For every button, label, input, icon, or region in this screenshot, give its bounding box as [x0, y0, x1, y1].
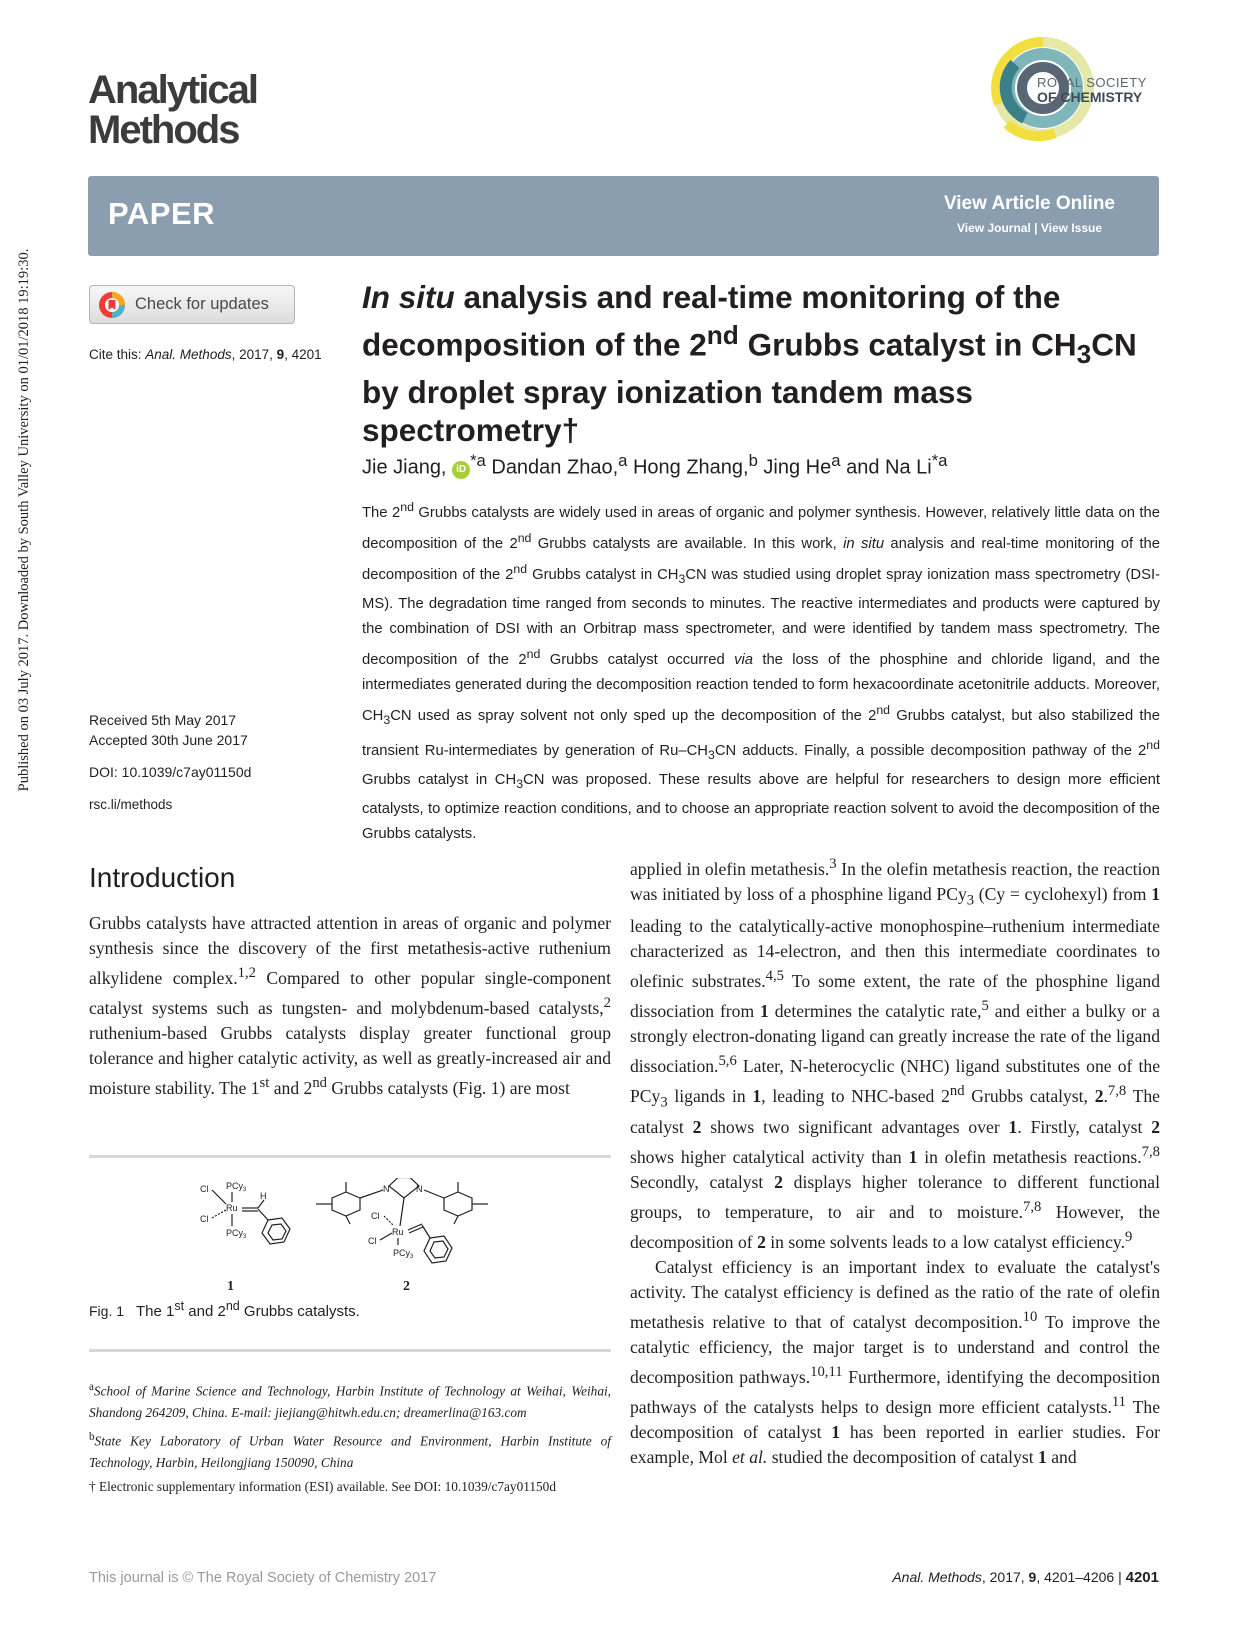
para-text: leading to the catalytically-active monophospine–ruthenium intermediate characterized as 14-electron, and then this intermediate coordinates to olefinic substrates.: [630, 915, 1160, 991]
footnote-text: State Key Laboratory of Urban Water Resource and Environment, Harbin Institute of Technology, Harbin, Heilongjiang 150090, China: [89, 1433, 611, 1470]
author-name: Jing He: [757, 456, 832, 479]
publisher-name: [1037, 76, 1147, 104]
journal-link[interactable]: rsc.li/methods: [89, 797, 173, 812]
banner-link-separator: |: [1034, 221, 1038, 235]
author-list: [362, 451, 947, 480]
received-date: Received 5th May 2017: [89, 712, 237, 728]
abstract-text: Grubbs catalysts are available. In this work,: [531, 535, 844, 552]
para-sup: nd: [312, 1075, 327, 1092]
compound-ref: 1: [1008, 1117, 1018, 1138]
abstract-sup: nd: [517, 531, 532, 546]
author-name: Jie Jiang,: [362, 456, 447, 479]
abstract-sup: nd: [526, 647, 541, 662]
ruthenium-label: Ru: [226, 1203, 238, 1213]
para-text: studied the decomposition of catalyst: [767, 1447, 1039, 1468]
check-for-updates-button[interactable]: [89, 285, 295, 324]
structure-number-1: 1: [227, 1279, 234, 1294]
abstract-sub: 3: [678, 571, 686, 586]
para-text: ligands in: [667, 1085, 753, 1106]
publisher-line1: ROYAL SOCIETY: [1037, 75, 1147, 90]
compound-ref: 1: [831, 1422, 841, 1443]
para-sup: nd: [949, 1082, 965, 1099]
crossmark-icon: [98, 291, 126, 319]
para-text: shows two significant advantages over: [701, 1117, 1009, 1138]
article-title: [362, 278, 1162, 449]
citation-ref: 7,8: [1107, 1082, 1127, 1099]
journal-title-line2: Methods: [88, 108, 239, 152]
orcid-icon[interactable]: iD: [452, 461, 470, 479]
para-text: Secondly, catalyst: [630, 1172, 775, 1193]
citation-ref: 5,6: [718, 1052, 737, 1069]
abstract-text: CN adducts. Finally, a possible decomposition pathway of the 2: [714, 743, 1147, 760]
footnote-mark: b: [89, 1430, 95, 1443]
footnotes: [89, 1377, 611, 1498]
compound-ref: 2: [757, 1232, 766, 1253]
citation: [89, 347, 322, 362]
check-for-updates-label: Check for updates: [135, 295, 269, 313]
article-type: PAPER: [108, 196, 216, 231]
para-text: in olefin metathesis reactions.: [917, 1147, 1142, 1168]
abstract-sup: nd: [1146, 738, 1160, 753]
author-affiliation: a: [831, 451, 841, 470]
para-text: .: [1103, 1085, 1108, 1106]
abstract-sub: 3: [383, 713, 391, 728]
para-sub: 3: [660, 1094, 668, 1111]
title-part: In situ: [362, 279, 455, 315]
footer-citation: [892, 1569, 1159, 1586]
citation-ref: 1,2: [237, 965, 256, 982]
citation-ref: 7,8: [1141, 1144, 1160, 1161]
citation-ref: 9: [1124, 1229, 1133, 1246]
figure-label: Fig. 1: [89, 1303, 125, 1319]
caption-text: Grubbs catalysts.: [239, 1303, 360, 1320]
cite-year: , 2017,: [231, 347, 277, 362]
compound-ref: 1: [1151, 883, 1160, 904]
footer-volume: 9: [1028, 1569, 1037, 1585]
abstract-sub: 3: [707, 748, 715, 763]
compound-ref: 2: [692, 1117, 702, 1138]
nitrogen-label: N: [383, 1184, 390, 1194]
chlorine-label: Cl: [371, 1211, 380, 1221]
footer-copyright: This journal is © The Royal Society of Chemistry 2017: [89, 1570, 437, 1586]
title-sub: 3: [1076, 338, 1092, 369]
citation-ref: 10,11: [810, 1364, 843, 1381]
author-affiliation: *a: [470, 451, 486, 470]
abstract-text: CN used as spray solvent not only sped up the decomposition of the 2: [390, 708, 877, 725]
para-text: Grubbs catalysts (Fig. 1) are most: [326, 1078, 570, 1099]
footnote-a: [89, 1377, 611, 1424]
abstract-text: the loss of the phosphine and chloride ligand, and the intermediates generated during the decomposition reaction tended to form hexacoordinate acetonitrile adducts. Moreover, CH: [362, 652, 1161, 725]
compound-ref: 2: [1094, 1085, 1104, 1106]
footer-year: , 2017,: [981, 1569, 1029, 1585]
publisher-line2: OF CHEMISTRY: [1037, 89, 1143, 105]
para-text: (Cy = cyclohexyl) from: [974, 883, 1152, 904]
footnote-text: School of Marine Science and Technology, Harbin Institute of Technology at Weihai, Weihai, Shandong 264209, China. E-mail: jiejiang@hitwh.edu.cn; dreamerlina@163.com: [89, 1383, 611, 1421]
cite-page: , 4201: [284, 347, 322, 362]
title-part: analysis and real-time monitoring of the decomposition of the 2: [362, 279, 1061, 363]
title-part: CN by droplet spray ionization tandem mass spectrometry†: [362, 326, 1137, 448]
page-number: 4201: [1125, 1569, 1159, 1586]
para-text: has been reported in earlier studies. For example, Mol: [630, 1422, 1161, 1468]
introduction-heading: Introduction: [89, 862, 236, 893]
abstract-sup: nd: [400, 500, 414, 514]
para-text: Grubbs catalysts have attracted attention in areas of organic and polymer synthesis since the discovery of the first metathesis-active ruthenium alkylidene complex.: [89, 913, 611, 989]
para-text: . Firstly, catalyst: [1017, 1117, 1152, 1138]
para-text: applied in olefin metathesis.: [630, 858, 830, 879]
intro-paragraph: [630, 1255, 1160, 1470]
grubbs-catalyst-structures: [190, 1178, 520, 1298]
title-part: Grubbs catalyst in CH: [738, 326, 1077, 363]
abstract-sup: nd: [513, 562, 528, 577]
para-sup: st: [259, 1075, 270, 1092]
journal-title: [88, 70, 257, 150]
para-text: However, the decomposition of: [630, 1202, 1160, 1253]
publication-side-note: [12, 40, 38, 1000]
para-sub: 3: [966, 892, 975, 909]
author-name: Dandan Zhao,: [485, 456, 619, 479]
citation-ref: 11: [1111, 1394, 1127, 1411]
para-text: shows higher catalytical activity than: [630, 1147, 909, 1168]
pcy3-label: PCy$_3$: [393, 1248, 414, 1260]
intro-right-column: [630, 852, 1160, 1471]
chlorine-label: Cl: [200, 1184, 209, 1194]
compound-ref: 1: [908, 1147, 918, 1168]
para-text: In the olefin metathesis reaction, the reaction was initiated by loss of a phosphine ligand PCy: [630, 858, 1160, 904]
citation-ref: 4,5: [765, 967, 784, 984]
para-italic: et al.: [732, 1447, 768, 1468]
abstract-text: Grubbs catalyst in CH: [362, 772, 517, 789]
hydrogen-label: H: [260, 1191, 267, 1201]
view-journal-link[interactable]: View Journal: [956, 221, 1031, 235]
para-text: Compared to other popular single-component catalyst systems such as tungsten- and molybdenum-based catalysts,: [89, 968, 611, 1018]
banner-links: [957, 221, 1102, 235]
para-text: in some solvents leads to a low catalyst efficiency.: [765, 1232, 1125, 1253]
para-text: ruthenium-based Grubbs catalysts display greater functional group tolerance and higher catalytic activity, as well as greatly-increased air and moisture stability. The 1: [89, 1023, 611, 1099]
intro-paragraph: [89, 911, 611, 1101]
view-article-online-link[interactable]: View Article Online: [943, 193, 1115, 214]
compound-ref: 1: [752, 1085, 762, 1106]
footer-pages: , 4201–4206: [1036, 1569, 1115, 1585]
accepted-date: Accepted 30th June 2017: [89, 732, 248, 748]
author-name: and Na Li: [840, 456, 932, 479]
figure-top-rule: [89, 1155, 611, 1158]
abstract-text: Grubbs catalysts are widely used in areas of organic and polymer synthesis. However, relatively little data on the decomposition of the 2: [362, 504, 1161, 552]
para-text: Furthermore, identifying the decomposition pathways of the catalysts helps to design more efficient catalysts.: [630, 1367, 1160, 1418]
title-sup: nd: [706, 320, 739, 350]
author-affiliation: a: [618, 451, 628, 470]
intro-paragraph: [630, 852, 1160, 1255]
pcy3-label: PCy$_3$: [226, 1228, 247, 1240]
citation-ref: 7,8: [1023, 1199, 1042, 1216]
para-text: Catalyst efficiency is an important index to evaluate the catalyst's activity. The catalyst efficiency is defined as the ratio of the rate of olefin metathesis relative to that of catalyst decomposition.: [630, 1257, 1160, 1333]
para-text: Later, N-heterocyclic (NHC) ligand substitutes one of the PCy: [630, 1055, 1160, 1106]
intro-left-column: [89, 911, 611, 1101]
compound-ref: 1: [1038, 1447, 1047, 1468]
para-text: To improve the catalytic efficiency, the major target is to understand and control the decomposition pathways.: [630, 1312, 1161, 1388]
abstract-text: CN was studied using droplet spray ionization mass spectrometry (DSI-MS). The degradation time ranged from seconds to minutes. The reactive intermediates and products were captured by the combination of DSI with an Orbitrap mass spectrometer, and were identified by tandem mass spectrometry. The decomposition of the 2: [362, 566, 1160, 669]
para-text: The decomposition of catalyst: [630, 1397, 1160, 1443]
abstract-text: CN was proposed. These results above are helpful for researchers to design more efficient catalysts, to optimize reaction conditions, and to choose an appropriate reaction solvent to avoid the decomposition of the Grubbs catalysts.: [362, 772, 1160, 843]
abstract-sub: 3: [516, 777, 524, 792]
footer-journal: Anal. Methods: [892, 1569, 982, 1585]
caption-text: The 1: [136, 1303, 175, 1320]
para-text: determines the catalytic rate,: [768, 1000, 982, 1021]
para-text: displays higher tolerance to different functional groups, to temperature, to air and to moisture.: [630, 1172, 1161, 1223]
ruthenium-label: Ru: [392, 1227, 404, 1237]
abstract-text: Grubbs catalyst in CH: [527, 566, 679, 583]
footnote-esi: † Electronic supplementary information (ESI) available. See DOI: 10.1039/c7ay01150d: [89, 1479, 556, 1495]
journal-title-line1: Analytical: [88, 68, 257, 112]
chlorine-label: Cl: [368, 1236, 377, 1246]
para-text: and: [1046, 1447, 1077, 1468]
caption-sup: st: [174, 1299, 185, 1313]
chlorine-label: Cl: [200, 1214, 209, 1224]
abstract-text: analysis and real-time monitoring of the decomposition of the 2: [362, 535, 1160, 583]
abstract-italic: in situ: [843, 535, 885, 552]
citation-ref: 10: [1022, 1309, 1038, 1326]
citation-ref: 3: [829, 856, 837, 872]
footnote-mark: a: [89, 1381, 94, 1393]
structure-number-2: 2: [403, 1279, 410, 1294]
author-name: Hong Zhang,: [627, 456, 749, 479]
abstract-text: The 2: [362, 504, 401, 521]
citation-ref: 2: [603, 995, 611, 1012]
para-text: and either a bulky or a strongly electron-donating ligand can greatly increase the rate of the ligand dissociation.: [630, 1000, 1160, 1076]
para-text: , leading to NHC-based 2: [761, 1085, 950, 1106]
caption-sup: nd: [225, 1299, 240, 1313]
caption-text: and 2: [184, 1303, 226, 1320]
doi: DOI: 10.1039/c7ay01150d: [89, 764, 252, 780]
figure-caption: [89, 1299, 360, 1320]
pcy3-label: PCy$_3$: [226, 1181, 247, 1193]
para-text: To some extent, the rate of the phosphine ligand dissociation from: [630, 970, 1160, 1021]
abstract-sup: nd: [876, 703, 891, 718]
compound-ref: 1: [760, 1000, 769, 1021]
abstract: [362, 495, 1160, 847]
compound-ref: 2: [774, 1172, 783, 1193]
side-note-text: Published on 03 July 2017. Downloaded by South Valley University on 01/01/2018 19:19:30.: [16, 248, 32, 792]
compound-ref: 2: [1151, 1117, 1160, 1138]
abstract-text: Grubbs catalyst, but also stabilized the transient Ru-intermediates by generation of Ru–CH: [362, 708, 1160, 760]
footnote-b: [89, 1427, 611, 1474]
para-text: and 2: [269, 1078, 313, 1099]
abstract-text: Grubbs catalyst occurred: [540, 652, 735, 669]
abstract-italic: via: [734, 652, 753, 669]
cite-label: Cite this:: [89, 347, 146, 362]
footnote-rule: [89, 1349, 611, 1352]
author-affiliation: b: [748, 451, 758, 470]
citation-ref: 5: [981, 997, 989, 1014]
cite-volume: 9: [276, 347, 285, 362]
author-affiliation: *a: [931, 451, 948, 470]
view-issue-link[interactable]: View Issue: [1040, 221, 1102, 235]
nitrogen-label: N: [416, 1184, 423, 1194]
paper-banner: [88, 176, 1159, 256]
para-text: Grubbs catalyst,: [964, 1085, 1095, 1106]
para-text: The catalyst: [630, 1085, 1160, 1138]
footer-separator: |: [1114, 1569, 1126, 1585]
cite-journal: Anal. Methods: [145, 347, 232, 362]
